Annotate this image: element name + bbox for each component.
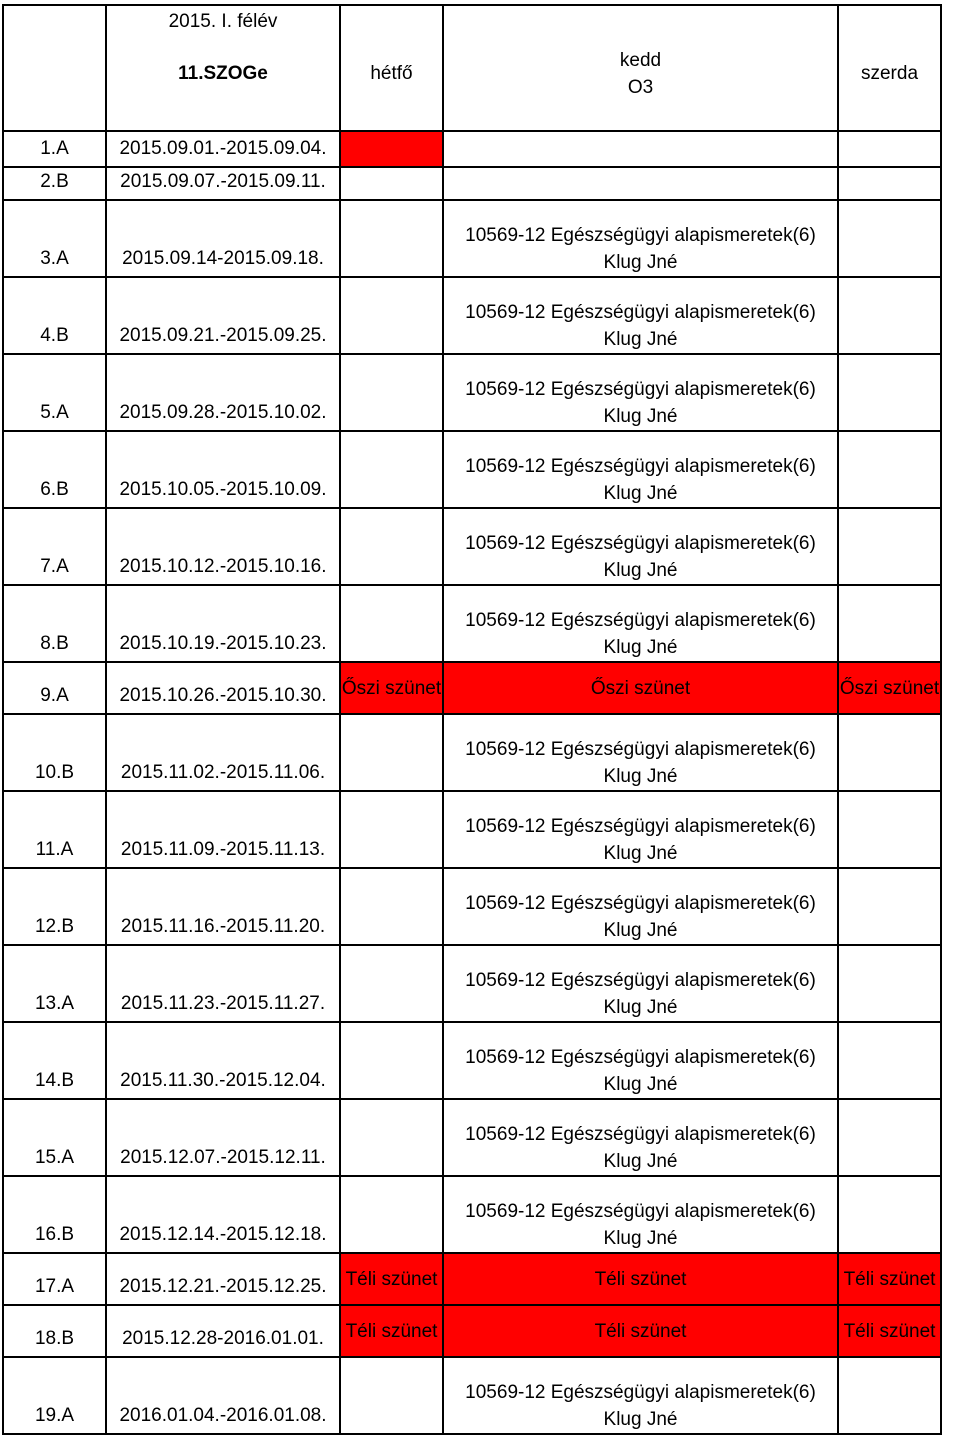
empty-cell	[340, 1176, 443, 1253]
empty-cell	[838, 167, 941, 200]
lesson-teacher: Klug Jné	[603, 637, 678, 658]
empty-cell	[838, 354, 941, 431]
week-label: 4.B	[3, 277, 106, 354]
table-row	[3, 791, 941, 868]
lesson-subject: 10569-12 Egészségügyi alapismeretek(6)	[465, 1382, 816, 1403]
lesson-cell	[443, 585, 838, 662]
empty-cell	[838, 1357, 941, 1434]
empty-cell	[340, 1022, 443, 1099]
week-label: 13.A	[3, 945, 106, 1022]
lesson-subject: 10569-12 Egészségügyi alapismeretek(6)	[465, 610, 816, 631]
week-label: 8.B	[3, 585, 106, 662]
week-dates: 2015.11.16.-2015.11.20.	[106, 868, 340, 945]
empty-cell	[340, 354, 443, 431]
header-tuesday	[443, 5, 838, 131]
week-label: 17.A	[3, 1253, 106, 1305]
week-label: 2.B	[3, 167, 106, 200]
lesson-teacher: Klug Jné	[603, 329, 678, 350]
week-label: 12.B	[3, 868, 106, 945]
holiday-cell: Téli szünet	[838, 1305, 941, 1357]
week-label: 11.A	[3, 791, 106, 868]
week-dates: 2015.11.09.-2015.11.13.	[106, 791, 340, 868]
empty-cell	[838, 1176, 941, 1253]
lesson-cell	[443, 1357, 838, 1434]
table-row	[3, 714, 941, 791]
empty-cell	[340, 945, 443, 1022]
week-dates: 2015.12.07.-2015.12.11.	[106, 1099, 340, 1176]
empty-cell	[838, 431, 941, 508]
lesson-subject: 10569-12 Egészségügyi alapismeretek(6)	[465, 1124, 816, 1145]
week-dates: 2015.10.05.-2015.10.09.	[106, 431, 340, 508]
tuesday-room: O3	[627, 77, 654, 98]
lesson-subject: 10569-12 Egészségügyi alapismeretek(6)	[465, 739, 816, 760]
empty-cell	[838, 585, 941, 662]
header-wednesday: szerda	[838, 5, 941, 131]
week-dates: 2015.09.01.-2015.09.04.	[106, 131, 340, 167]
empty-cell	[838, 1022, 941, 1099]
lesson-cell	[443, 868, 838, 945]
lesson-teacher: Klug Jné	[603, 483, 678, 504]
week-dates: 2015.09.07.-2015.09.11.	[106, 167, 340, 200]
holiday-cell: Őszi szünet	[443, 662, 838, 714]
tuesday-label: kedd	[619, 50, 662, 71]
lesson-cell	[443, 354, 838, 431]
lesson-cell	[443, 1022, 838, 1099]
lesson-subject: 10569-12 Egészségügyi alapismeretek(6)	[465, 533, 816, 554]
empty-cell	[340, 585, 443, 662]
lesson-subject: 10569-12 Egészségügyi alapismeretek(6)	[465, 456, 816, 477]
week-label: 10.B	[3, 714, 106, 791]
empty-cell	[838, 868, 941, 945]
week-dates: 2015.11.23.-2015.11.27.	[106, 945, 340, 1022]
holiday-cell: Őszi szünet	[340, 662, 443, 714]
week-label: 9.A	[3, 662, 106, 714]
empty-cell	[838, 200, 941, 277]
lesson-teacher: Klug Jné	[603, 252, 678, 273]
lesson-teacher: Klug Jné	[603, 920, 678, 941]
holiday-cell: Téli szünet	[838, 1253, 941, 1305]
week-label: 14.B	[3, 1022, 106, 1099]
empty-cell	[340, 791, 443, 868]
lesson-cell	[443, 1176, 838, 1253]
table-row	[3, 354, 941, 431]
lesson-teacher: Klug Jné	[603, 997, 678, 1018]
week-dates: 2015.12.14.-2015.12.18.	[106, 1176, 340, 1253]
lesson-teacher: Klug Jné	[603, 1409, 678, 1430]
empty-cell	[443, 167, 838, 200]
week-dates: 2015.10.12.-2015.10.16.	[106, 508, 340, 585]
holiday-cell: Téli szünet	[340, 1253, 443, 1305]
holiday-cell: Téli szünet	[443, 1253, 838, 1305]
table-row	[3, 662, 941, 714]
header-row	[3, 5, 941, 131]
week-label: 3.A	[3, 200, 106, 277]
empty-cell	[340, 200, 443, 277]
table-row	[3, 585, 941, 662]
lesson-subject: 10569-12 Egészségügyi alapismeretek(6)	[465, 379, 816, 400]
empty-cell	[340, 1357, 443, 1434]
lesson-subject: 10569-12 Egészségügyi alapismeretek(6)	[465, 302, 816, 323]
lesson-subject: 10569-12 Egészségügyi alapismeretek(6)	[465, 225, 816, 246]
week-dates: 2015.10.26.-2015.10.30.	[106, 662, 340, 714]
lesson-cell	[443, 1099, 838, 1176]
table-row	[3, 1357, 941, 1434]
week-label: 19.A	[3, 1357, 106, 1434]
empty-cell	[340, 868, 443, 945]
week-dates: 2015.09.28.-2015.10.02.	[106, 354, 340, 431]
week-label: 18.B	[3, 1305, 106, 1357]
lesson-cell	[443, 431, 838, 508]
table-row	[3, 868, 941, 945]
week-label: 6.B	[3, 431, 106, 508]
empty-cell	[838, 1099, 941, 1176]
empty-cell	[838, 277, 941, 354]
lesson-subject: 10569-12 Egészségügyi alapismeretek(6)	[465, 1047, 816, 1068]
table-row	[3, 431, 941, 508]
week-label: 1.A	[3, 131, 106, 167]
holiday-cell: Őszi szünet	[838, 662, 941, 714]
table-row	[3, 131, 941, 167]
lesson-subject: 10569-12 Egészségügyi alapismeretek(6)	[465, 893, 816, 914]
week-dates: 2015.09.21.-2015.09.25.	[106, 277, 340, 354]
lesson-cell	[443, 200, 838, 277]
table-row	[3, 1305, 941, 1357]
week-dates: 2015.11.02.-2015.11.06.	[106, 714, 340, 791]
holiday-cell: Téli szünet	[443, 1305, 838, 1357]
table-row	[3, 508, 941, 585]
table-row	[3, 1253, 941, 1305]
lesson-teacher: Klug Jné	[603, 1151, 678, 1172]
table-row	[3, 277, 941, 354]
week-dates: 2015.09.14-2015.09.18.	[106, 200, 340, 277]
empty-cell	[443, 131, 838, 167]
lesson-teacher: Klug Jné	[603, 1228, 678, 1249]
week-label: 16.B	[3, 1176, 106, 1253]
lesson-teacher: Klug Jné	[603, 1074, 678, 1095]
lesson-teacher: Klug Jné	[603, 560, 678, 581]
table-row	[3, 1099, 941, 1176]
lesson-cell	[443, 945, 838, 1022]
week-label: 5.A	[3, 354, 106, 431]
lesson-teacher: Klug Jné	[603, 766, 678, 787]
header-empty-cell	[3, 5, 106, 131]
empty-cell	[340, 508, 443, 585]
table-row	[3, 1022, 941, 1099]
schedule-table	[2, 4, 942, 1435]
empty-cell	[340, 1099, 443, 1176]
lesson-subject: 10569-12 Egészségügyi alapismeretek(6)	[465, 970, 816, 991]
table-row	[3, 167, 941, 200]
week-dates: 2015.11.30.-2015.12.04.	[106, 1022, 340, 1099]
empty-cell	[838, 508, 941, 585]
week-dates: 2015.10.19.-2015.10.23.	[106, 585, 340, 662]
table-row	[3, 945, 941, 1022]
lesson-subject: 10569-12 Egészségügyi alapismeretek(6)	[465, 1201, 816, 1222]
lesson-teacher: Klug Jné	[603, 406, 678, 427]
empty-cell	[838, 131, 941, 167]
empty-cell	[340, 277, 443, 354]
lesson-cell	[443, 277, 838, 354]
empty-cell	[340, 431, 443, 508]
class-name: 11.SZOGe	[178, 63, 268, 84]
week-label: 15.A	[3, 1099, 106, 1176]
empty-cell	[838, 714, 941, 791]
lesson-cell	[443, 714, 838, 791]
empty-cell	[838, 791, 941, 868]
holiday-cell	[340, 131, 443, 167]
lesson-teacher: Klug Jné	[603, 843, 678, 864]
lesson-cell	[443, 791, 838, 868]
header-title-cell	[106, 5, 340, 131]
table-row	[3, 200, 941, 277]
week-dates: 2015.12.21.-2015.12.25.	[106, 1253, 340, 1305]
empty-cell	[340, 714, 443, 791]
lesson-cell	[443, 508, 838, 585]
holiday-cell: Téli szünet	[340, 1305, 443, 1357]
empty-cell	[838, 945, 941, 1022]
empty-cell	[340, 167, 443, 200]
lesson-subject: 10569-12 Egészségügyi alapismeretek(6)	[465, 816, 816, 837]
week-label: 7.A	[3, 508, 106, 585]
table-row	[3, 1176, 941, 1253]
week-dates: 2016.01.04.-2016.01.08.	[106, 1357, 340, 1434]
header-monday: hétfő	[340, 5, 443, 131]
semester-title: 2015. I. félév	[168, 11, 278, 32]
week-dates: 2015.12.28-2016.01.01.	[106, 1305, 340, 1357]
